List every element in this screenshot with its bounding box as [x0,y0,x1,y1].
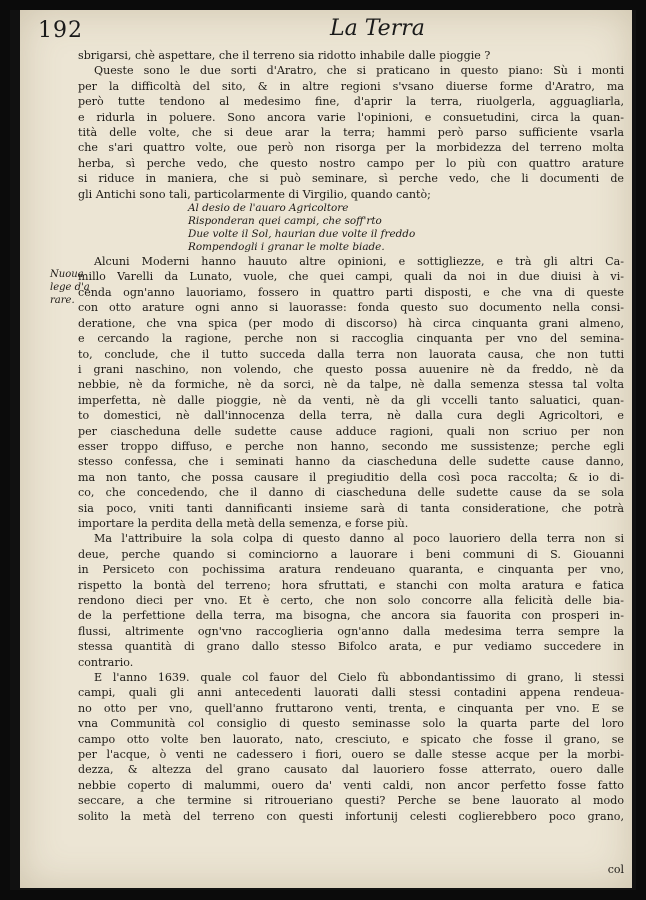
verse-line: Risponderan quei campi, che soff'rto [188,215,382,228]
text-line: stessa quantità di grano dallo stesso Bifolco arata, e pur vediamo succedere in [78,640,624,654]
text-line: flussi, altrimente ogn'vno raccoglieria ogn'anno dalla medesima terra sempre la [78,624,624,638]
text-line: rispetto la bontà del terreno; hora sfruttati, e stanchi con molta aratura e fatica [78,578,624,592]
text-line: si riduce in maniera, che si può seminare, sì perche vedo, che li documenti de [78,172,624,186]
text-line: no otto per vno, quell'anno fruttarono venti, trenta, e cinquanta per vno. E se [78,701,624,715]
verse-line: Rompendogli i granar le molte biade. [188,241,385,254]
text-line: dezza, & altezza del grano causato dal lauoriero fosse atterrato, ouero dalle [78,763,624,777]
text-line: tità delle volte, che si deue arar la terra; hammi però parso sufficiente vsarla [78,126,624,140]
text-line: in Persiceto con pochissima aratura rendeuano quaranta, e cinquanta per vno, [78,563,624,577]
text-line: per l'acque, ò venti ne cadessero i fiori, ouero se dalle stesse acque per la morbi- [78,748,624,762]
text-line: e cercando la ragione, perche non si raccoglia cinquanta per vno del semina- [78,332,624,346]
text-line: stesso confessa, che i seminati hanno da ciascheduna delle sudette cause danno, [78,455,624,469]
paragraphs-body [78,254,624,824]
text-line: campi, quali gli anni antecedenti lauorati dalli stessi contadini appena rendeua- [78,686,624,700]
text-line: solito la metà del terreno con questi infortunij celesti coglierebbero poco grano, [78,809,624,823]
text-line: nebbie coperto di malummi, ouero da' venti caldi, non ancor perfetto fosse fatto [78,778,624,792]
margin-note-line: lege d'a [50,282,90,293]
book-page [20,10,632,888]
margin-note-line: rare. [50,295,75,306]
text-line: vna Communità col consiglio di questo seminasse solo la quarta parte del loro [78,717,624,731]
body-text [78,48,624,884]
text-line: importare la perdita della metà della semenza, e forse più. [78,516,409,530]
text-line: cenda ogn'anno lauoriamo, fossero in quattro parti disposti, e che vna di queste [78,285,624,299]
text-line: seccare, a che termine si ritroueriano questi? Perche se bene lauorato al modo [78,794,624,808]
text-line: con otto arature ogni anno si lauorasse: fonda questo suo documento nella consi- [78,301,624,315]
text-line: ma non tanto, che possa causare il pregiuditio della così poca raccolta; & io di- [78,470,624,484]
page-number: 192 [38,18,83,43]
text-line: de la perfettione della terra, ma bisogna, che ancora sia fauorita con prosperi in- [78,609,624,623]
text-line: Alcuni Moderni hanno hauuto altre opinioni, e sottigliezze, e trà gli altri Ca- [94,255,624,269]
text-line: to domestici, nè dall'innocenza della terra, nè dalla cura degli Agricoltori, e [78,409,624,423]
text-line: deratione, che vna spica (per modo di discorso) hà circa cinquanta grani almeno, [78,316,624,330]
text-line: Queste sono le due sorti d'Aratro, che si praticano in questo piano: Sù i monti [94,64,624,78]
text-line: nebbie, nè da formiche, nè da sorci, nè da talpe, nè dalla semenza stessa tal volta [78,378,624,392]
text-line: gli Antichi sono tali, particolarmente di Virgilio, quando cantò; [78,187,431,201]
text-line: Ma l'attribuire la sola colpa di questo danno al poco lauoriero della terra non si [94,532,624,546]
text-line: sia poco, vniti tanti dannificanti insieme sarà di tanta consideratione, che potrà [78,501,624,515]
text-line: imperfetta, nè dalle pioggie, nè da venti, nè da gli vccelli tanto saluatici, quan- [78,393,624,407]
verse-line: Al desio de l'auaro Agricoltore [188,202,349,215]
text-line: esser troppo diffuso, e perche non hanno, secondo me sussistenze; perche egli [78,439,624,453]
text-line: però tutte tendono al medesimo fine, d'aprir la terra, riuolgerla, agguagliarla, [78,95,624,109]
text-line: che s'ari quattro volte, oue però non risorga per la morbidezza del terreno molta [78,141,624,155]
text-line: rendono dieci per vno. Et è certo, che non solo concorre alla felicità delle bia- [78,594,624,607]
text-line: per la difficoltà del sito, & in altre regioni s'vsano diuerse forme d'Aratro, ma [78,79,624,93]
text-line: campo otto volte ben lauorato, nato, cresciuto, e spicato che fosse il grano, se [78,732,624,746]
text-line: i grani naschino, non volendo, che questo possa auuenire nè da freddo, nè da [78,362,624,376]
text-line: E l'anno 1639. quale col fauor del Cielo fù abbondantissimo di grano, li stessi [94,671,624,685]
text-line: co, che concedendo, che il danno di ciascheduna delle sudette cause da se sola [78,486,624,500]
text-line: per ciascheduna delle sudette cause adduce ragioni, quali non scriuo per non [78,424,624,438]
paragraph-opening [78,48,624,202]
text-line: deue, perche quando si cominciorno a lauorare i beni communi di S. Giouanni [78,547,624,561]
text-line: herba, sì perche vedo, che questo nostro campo per lo più con quattro arature [78,156,624,170]
page-header [30,16,620,46]
text-line: millo Varelli da Lunato, vuole, che quei campi, quali da noi in due diuisi à vi- [78,270,624,284]
text-line: sbrigarsi, chè aspettare, che il terreno sia ridotto inhabile dalle pioggie ? [78,49,491,62]
margin-note-line: Nuoua [50,269,84,280]
verse-quotation [78,202,624,254]
verse-line: Due volte il Sol, haurian due volte il freddo [188,228,416,241]
catchword: col [607,863,624,876]
text-line: e ridurla in poluere. Sono ancora varie l'opinioni, e consuetudini, circa la quan- [78,110,624,124]
text-line: contrario. [78,655,134,669]
running-head: La Terra [330,16,425,41]
text-line: to, conclude, che il tutto succeda dalla terra non lauorata causa, che non tutti [78,347,624,361]
